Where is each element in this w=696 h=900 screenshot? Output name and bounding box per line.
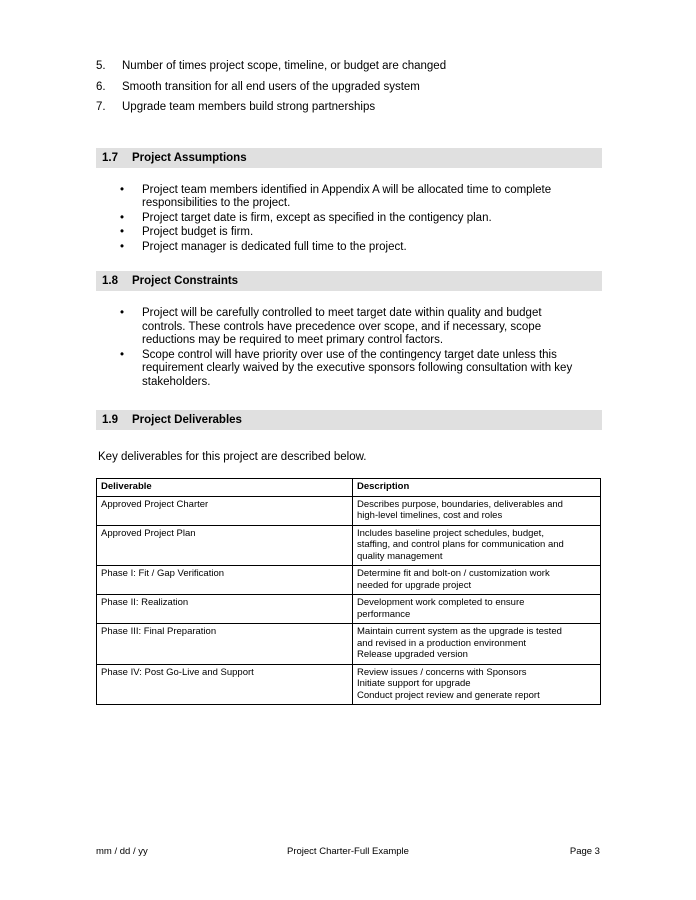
- bullet-text: Scope control will have priority over use of the contingency target date unless this requirement clearly waived by the executive sponsors following consultation with key stakeholders.: [142, 348, 573, 388]
- list-item-number: 6.: [96, 80, 106, 93]
- cell-line: Development work completed to ensure: [357, 597, 525, 608]
- bullet-icon: •: [120, 211, 125, 224]
- cell-line: Describes purpose, boundaries, deliverables and: [357, 498, 563, 510]
- section-heading-project-constraints: [96, 271, 602, 291]
- footer-page-number: Page 3: [569, 846, 600, 857]
- cell-deliverable: Phase III: Final Preparation: [97, 624, 353, 665]
- list-item-text: Number of times project scope, timeline, or budget are changed: [122, 60, 447, 72]
- cell-description: [353, 566, 601, 595]
- section-number: 1.8: [102, 275, 118, 287]
- numbered-list: [96, 60, 600, 114]
- cell-line: and revised in a production environment: [357, 637, 526, 649]
- section-heading-project-deliverables: [96, 410, 602, 430]
- cell-line: Determine fit and bolt-on / customization work: [357, 568, 550, 579]
- cell-deliverable: Approved Project Plan: [97, 525, 353, 566]
- bullet-text: Project will be carefully controlled to meet target date within quality and budget controls. These controls have precedence over scope, and if necessary, scope reductions may be required to meet primary control factors.: [142, 307, 542, 346]
- footer-document-title: Project Charter-Full Example: [287, 846, 409, 857]
- section-title: Project Constraints: [132, 275, 239, 287]
- section-title: Project Deliverables: [132, 414, 242, 426]
- bullet-text: Project team members identified in Appendix A will be allocated time to complete responsibilities to the project.: [142, 183, 552, 209]
- cell-deliverable: Phase IV: Post Go-Live and Support: [97, 664, 353, 705]
- column-header-deliverable: Deliverable: [97, 479, 353, 497]
- list-item: [96, 241, 600, 255]
- section-number: 1.9: [102, 414, 118, 426]
- table-row: [97, 595, 601, 624]
- list-item-text: Smooth transition for all end users of the upgraded system: [122, 80, 420, 93]
- cell-line: high-level timelines, cost and roles: [357, 510, 503, 521]
- list-item: [96, 212, 600, 226]
- cell-line: Includes baseline project schedules, budget,: [357, 527, 544, 539]
- bullet-icon: •: [120, 183, 125, 196]
- table-row: [97, 664, 601, 705]
- list-item-number: 5.: [96, 60, 106, 72]
- cell-line: Maintain current system as the upgrade is tested: [357, 626, 562, 637]
- list-item: [96, 101, 600, 114]
- table-row: [97, 496, 601, 525]
- list-item: [96, 226, 600, 240]
- column-header-description: Description: [353, 479, 601, 497]
- cell-line: staffing, and control plans for communication and: [357, 539, 564, 550]
- cell-line: Conduct project review and generate report: [357, 689, 540, 701]
- deliverables-intro-text: Key deliverables for this project are described below.: [98, 451, 367, 463]
- cell-line: Initiate support for upgrade: [357, 678, 471, 689]
- list-item-number: 7.: [96, 101, 106, 113]
- bullet-icon: •: [120, 226, 125, 238]
- table-header-row: [97, 479, 601, 497]
- bullet-text: Project budget is firm.: [142, 226, 254, 238]
- list-item: [96, 307, 600, 348]
- bullet-icon: •: [120, 240, 125, 253]
- cell-deliverable: Phase II: Realization: [97, 595, 353, 624]
- table-row: [97, 624, 601, 665]
- cell-description: [353, 525, 601, 566]
- cell-line: needed for upgrade project: [357, 579, 472, 591]
- bullet-icon: •: [120, 307, 125, 319]
- list-item: [96, 81, 600, 94]
- cell-description: [353, 595, 601, 624]
- constraints-bullet-list: [96, 307, 600, 389]
- cell-line: performance: [357, 608, 411, 620]
- cell-deliverable: Approved Project Charter: [97, 496, 353, 525]
- cell-deliverable: Phase I: Fit / Gap Verification: [97, 566, 353, 595]
- assumptions-bullet-list: [96, 184, 600, 255]
- cell-description: [353, 624, 601, 665]
- bullet-text: Project manager is dedicated full time to the project.: [142, 240, 407, 253]
- cell-line: Release upgraded version: [357, 649, 468, 660]
- cell-line: Review issues / concerns with Sponsors: [357, 666, 527, 678]
- table-row: [97, 525, 601, 566]
- deliverables-table: [96, 478, 601, 705]
- bullet-text: Project target date is firm, except as specified in the contigency plan.: [142, 211, 492, 224]
- list-item: [96, 184, 600, 211]
- table-row: [97, 566, 601, 595]
- cell-line: quality management: [357, 550, 443, 562]
- bullet-icon: •: [120, 348, 125, 361]
- footer-date: mm / dd / yy: [96, 846, 148, 857]
- cell-description: [353, 496, 601, 525]
- page-footer: [96, 846, 600, 858]
- section-title: Project Assumptions: [132, 151, 247, 164]
- cell-description: [353, 664, 601, 705]
- section-number: 1.7: [102, 151, 118, 164]
- list-item-text: Upgrade team members build strong partnerships: [122, 101, 376, 113]
- list-item: [96, 60, 600, 73]
- list-item: [96, 349, 600, 390]
- section-heading-project-assumptions: [96, 148, 602, 168]
